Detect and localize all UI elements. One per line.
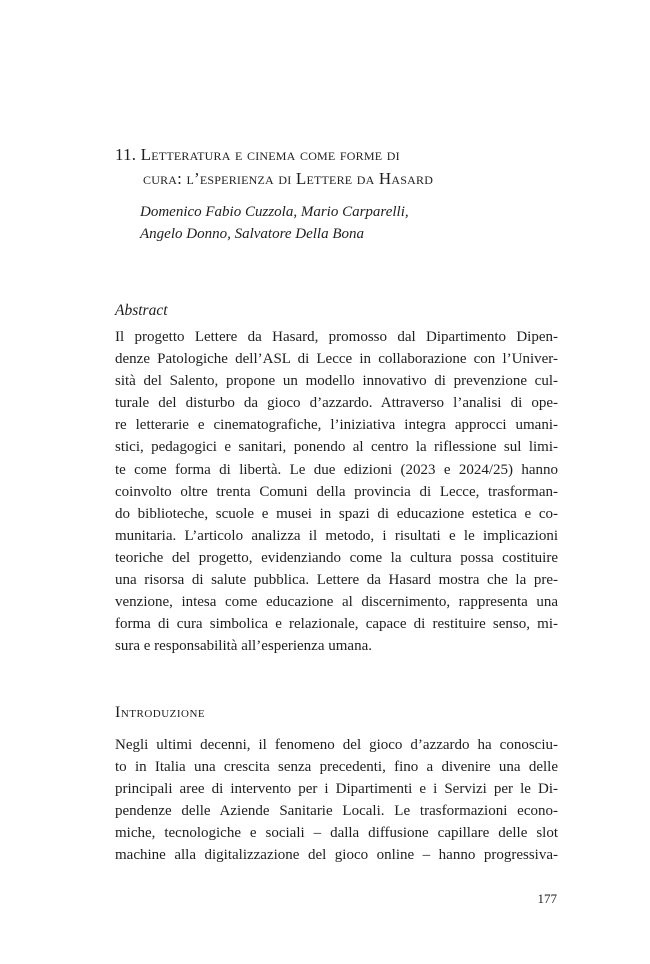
abstract-line: teoriche del progetto, evidenziando come la cultura possa costituire bbox=[115, 549, 558, 566]
abstract-line: do biblioteche, scuole e musei in spazi di educazione estetica e co- bbox=[115, 505, 558, 522]
chapter-title-line-1: 11. Letteratura e cinema come forme di bbox=[115, 145, 400, 164]
abstract-line: Il progetto Lettere da Hasard, promosso dal Dipartimento Dipen- bbox=[115, 329, 558, 345]
introduction-line: principali aree di intervento per i Dipartimenti e i Servizi per le Di- bbox=[115, 781, 558, 798]
page-number: 177 bbox=[537, 891, 557, 906]
introduction-line: machine alla digitalizzazione del gioco online – hanno progressiva- bbox=[115, 847, 558, 864]
chapter-title-line-2: cura: l’esperienza di Lettere da Hasard bbox=[143, 169, 434, 188]
introduction-body bbox=[115, 734, 558, 867]
introduction-line: pendenze delle Aziende Sanitarie Locali. Le trasformazioni econo- bbox=[115, 803, 558, 820]
introduction-heading: Introduzione bbox=[115, 704, 206, 721]
abstract-line: re letterarie e cinematografiche, l’iniziativa integra approcci umani- bbox=[115, 417, 558, 434]
abstract-line-last: sura e responsabilità all’esperienza umana. bbox=[115, 638, 372, 655]
abstract-line: una risorsa di salute pubblica. Lettere da Hasard mostra che la pre- bbox=[115, 572, 558, 589]
introduction-line: Negli ultimi decenni, il fenomeno del gioco d’azzardo ha conosciu- bbox=[115, 737, 558, 753]
abstract-line: sità del Salento, propone un modello innovativo di prevenzione cul- bbox=[115, 373, 558, 390]
introduction-line: miche, tecnologiche e sociali – dalla diffusione capillare delle slot bbox=[115, 825, 558, 842]
abstract-line: te come forma di libertà. Le due edizioni (2023 e 2024/25) hanno bbox=[115, 461, 558, 478]
chapter-title bbox=[115, 143, 555, 191]
introduction-line: to in Italia una crescita senza precedenti, fino a divenire una delle bbox=[115, 759, 558, 776]
authors-line-1: Domenico Fabio Cuzzola, Mario Carparelli, bbox=[140, 204, 409, 220]
abstract-line: coinvolto oltre trenta Comuni della provincia di Lecce, trasforman- bbox=[115, 483, 558, 500]
authors-line-2: Angelo Donno, Salvatore Della Bona bbox=[140, 226, 364, 242]
abstract-body bbox=[115, 326, 558, 657]
abstract-line: stici, pedagogici e sanitari, ponendo al centro la riflessione sul limi- bbox=[115, 439, 558, 456]
abstract-line: forma di cura simbolica e relazionale, capace di restituire senso, mi- bbox=[115, 616, 558, 633]
abstract-line: denze Patologiche dell’ASL di Lecce in collaborazione con l’Univer- bbox=[115, 351, 558, 368]
abstract-line: venzione, intesa come educazione al discernimento, rappresenta una bbox=[115, 594, 558, 611]
abstract-line: munitaria. L’articolo analizza il metodo, i risultati e le implicazioni bbox=[115, 527, 558, 544]
chapter-authors bbox=[140, 201, 560, 245]
abstract-heading: Abstract bbox=[115, 302, 168, 319]
abstract-line: turale del disturbo da gioco d’azzardo. Attraverso l’analisi di ope- bbox=[115, 395, 558, 412]
